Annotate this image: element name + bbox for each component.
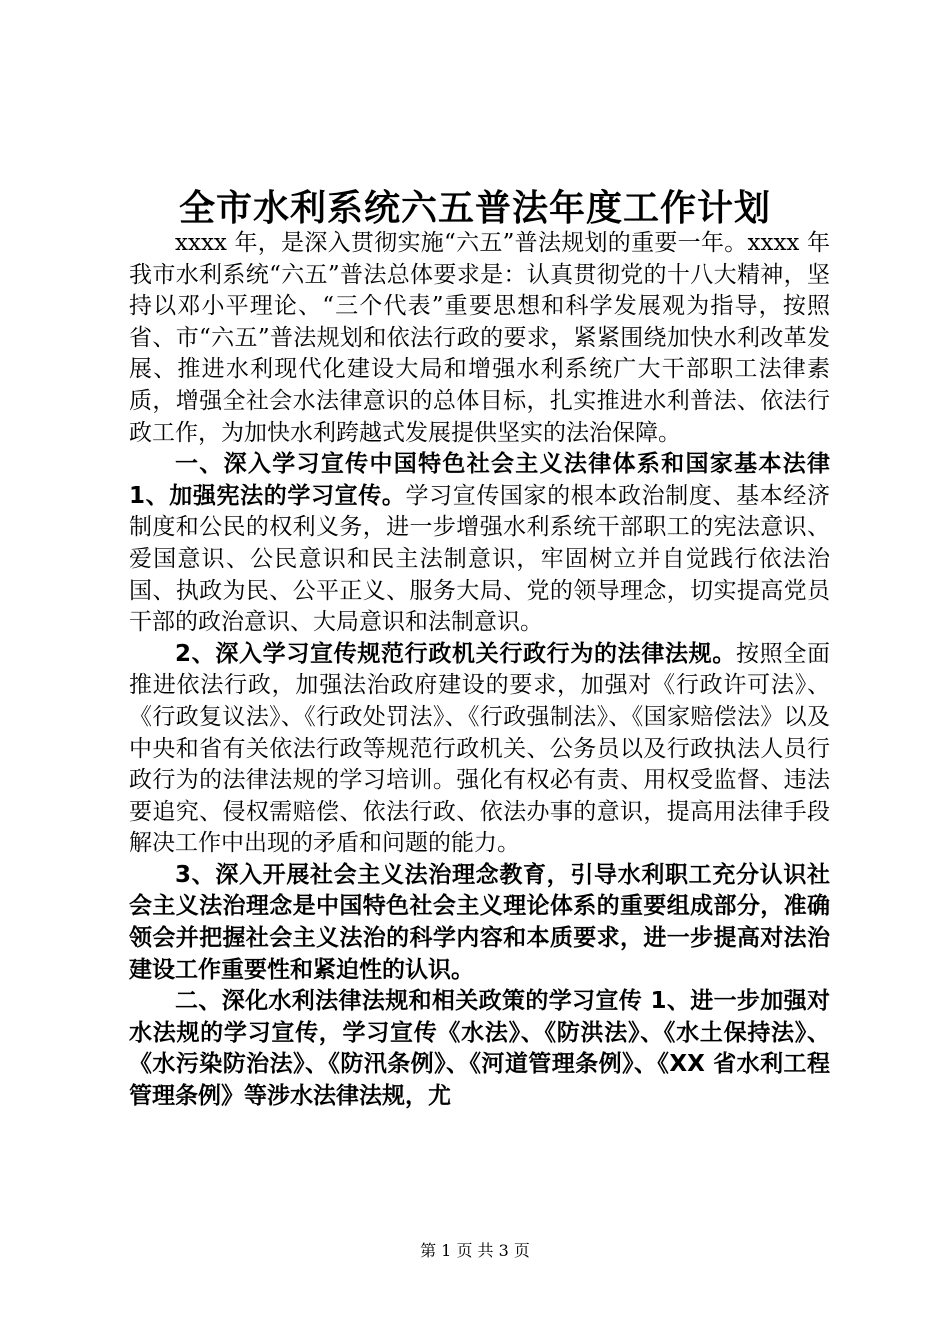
document-body <box>129 228 830 1113</box>
section-1-paragraph <box>129 449 830 639</box>
intro-paragraph: xxxx 年，是深入贯彻实施“六五”普法规划的重要一年。xxxx 年我市水利系统“六五”普法总体要求是：认真贯彻党的十八大精神，坚持以邓小平理论、“三个代表”重要思想和科学发展观为指导，按照省、市“六五”普法规划和依法行政的要求，紧紧围绕加快水利改革发展、推进水利现代化建设大局和增强水利系统广大干部职工法律素质，增强全社会水法律意识的总体目标，扎实推进水利普法、依法行政工作，为加快水利跨越式发展提供坚实的法治保障。 <box>129 230 830 446</box>
item-2-heading: 2、深入学习宣传规范行政机关行政行为的法律法规。 <box>175 640 736 667</box>
item-2-text: 按照全面推进依法行政，加强法治政府建设的要求，加强对《行政许可法》、《行政复议法》、《行政处罚法》、《行政强制法》、《国家赔偿法》以及中央和省有关依法行政等规范行政机关、公务员以及行政执法人员行政行为的法律法规的学习培训。强化有权必有责、用权受监督、违法要追究、侵权需赔偿、依法行政、依法办事的意识，提高用法律手段解决工作中出现的矛盾和问题的能力。 <box>129 640 830 857</box>
section-1-text: 学习宣传国家的根本政治制度、基本经济制度和公民的权利义务，进一步增强水利系统干部职工的宪法意识、爱国意识、公民意识和民主法制意识，牢固树立并自觉践行依法治国、执政为民、公平正义、服务大局、党的领导理念，切实提高党员干部的政治意识、大局意识和法制意识。 <box>129 482 830 636</box>
section-2-paragraph: 二、深化水利法律法规和相关政策的学习宣传 1、进一步加强对水法规的学习宣传，学习宣传《水法》、《防洪法》、《水土保持法》、《水污染防治法》、《防汛条例》、《河道管理条例》、《XX 省水利工程管理条例》等涉水法律法规，尤 <box>129 988 830 1110</box>
item-3-paragraph: 3、深入开展社会主义法治理念教育，引导水利职工充分认识社会主义法治理念是中国特色社会主义理论体系的重要组成部分，准确领会并把握社会主义法治的科学内容和本质要求，进一步提高对法治建设工作重要性和紧迫性的认识。 <box>129 861 830 983</box>
document-title: 全市水利系统六五普法年度工作计划 <box>178 188 771 229</box>
section-1-heading: 一、深入学习宣传中国特色社会主义法律体系和国家基本法律 1、加强宪法的学习宣传。 <box>129 451 830 509</box>
item-2-paragraph <box>129 639 830 860</box>
page-footer: 第 1 页 共 3 页 <box>420 1241 530 1260</box>
